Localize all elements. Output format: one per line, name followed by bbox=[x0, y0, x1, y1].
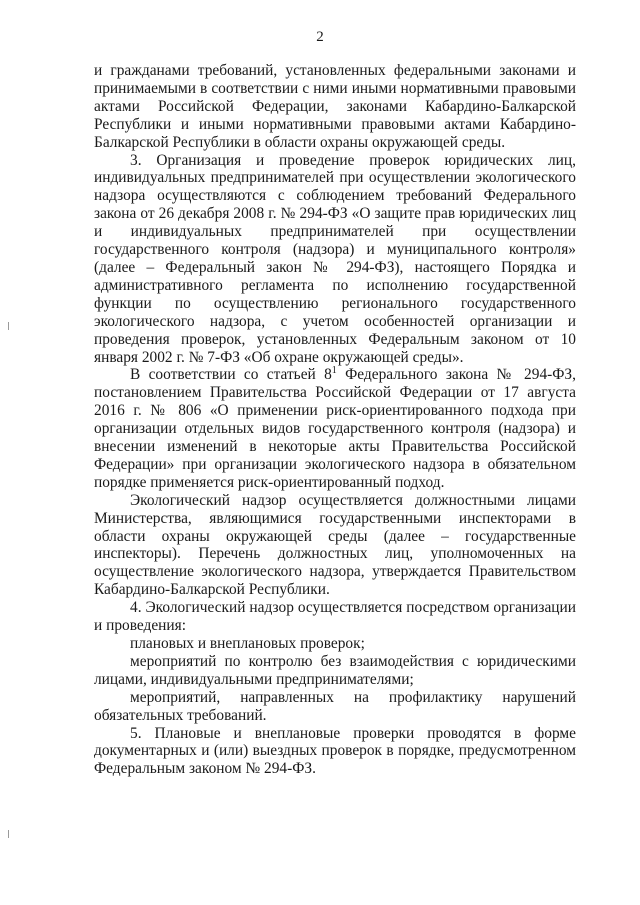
document-body bbox=[94, 62, 576, 778]
paragraph-3-text-b: Федерального закона № 294-ФЗ, постановлением Правительства Российской Федерации от 17 августа 2016 г. № 806 «О применении риск-ориентированного подхода при организации отдельных видов государственного контроля (надзора) и внесении изменений в некоторые акты Правительства Российской Федерации» при организации экологического надзора в обязательном порядке применяется риск-ориентированный подход. bbox=[94, 366, 576, 491]
paragraph-3 bbox=[94, 366, 576, 491]
paragraph-3-text-a: В соответствии со статьей 8 bbox=[130, 366, 332, 384]
list-item-control-measures: мероприятий по контролю без взаимодействия с юридическими лицами, индивидуальными предпринимателями; bbox=[94, 652, 576, 688]
list-item-prevention: мероприятий, направленных на профилактику нарушений обязательных требований. bbox=[94, 688, 576, 724]
paragraph-2: 3. Организация и проведение проверок юридических лиц, индивидуальных предпринимателей при осуществлении экологического надзора осуществляются с соблюдением требований Федерального закона от 26 декабря 2008 г. № 294-ФЗ «О защите прав юридических лиц и индивидуальных предпринимателей при осуществлении государственного контроля (надзора) и муниципального контроля» (далее – Федеральный закон № 294-ФЗ), настоящего Порядка и административного регламента по исполнению государственной функции по осуществлению регионального государственного экологического надзора, с учетом особенностей организации и проведения проверок, установленных Федеральным законом от 10 января 2002 г. № 7-ФЗ «Об охране окружающей среды». bbox=[94, 151, 576, 366]
paragraph-5: 4. Экологический надзор осуществляется посредством организации и проведения: bbox=[94, 599, 576, 635]
paragraph-4: Экологический надзор осуществляется должностными лицами Министерства, являющимися государственными инспекторами в области охраны окружающей среды (далее – государственные инспекторы). Перечень должностных лиц, уполномоченных на осуществление экологического надзора, утверждается Правительством Кабардино-Балкарской Республики. bbox=[94, 491, 576, 599]
paragraph-6: 5. Плановые и внеплановые проверки проводятся в форме документарных и (или) выездных проверок в порядке, предусмотренном Федеральным законом № 294-ФЗ. bbox=[94, 724, 576, 778]
page-number: 2 bbox=[316, 29, 324, 45]
article-superscript: 1 bbox=[331, 365, 337, 377]
scan-margin-mark bbox=[8, 830, 9, 838]
paragraph-1: и гражданами требований, установленных федеральными законами и принимаемыми в соответствии с ними иными нормативными правовыми актами Российской Федерации, законами Кабардино-Балкарской Республики и иными нормативными правовыми актами Кабардино-Балкарской Республики в области охраны окружающей среды. bbox=[94, 62, 576, 151]
list-item-scheduled-checks: плановых и внеплановых проверок; bbox=[130, 635, 365, 652]
scan-margin-mark bbox=[8, 322, 9, 330]
